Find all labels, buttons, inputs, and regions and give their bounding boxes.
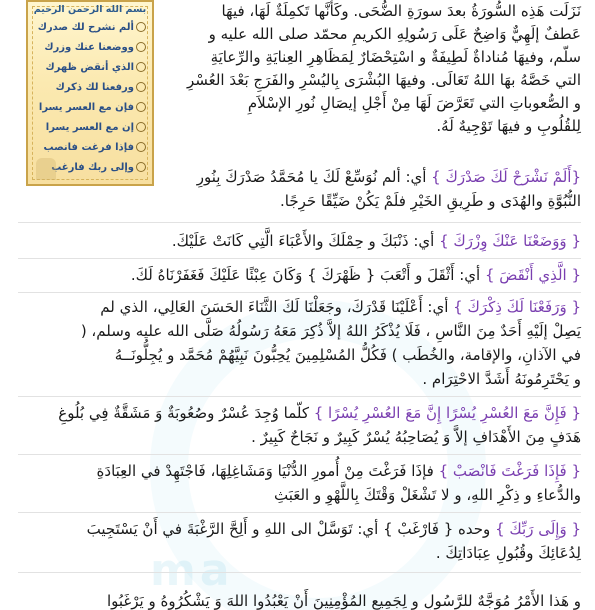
verse-highlight: { وَرَفَعْنَا لَكَ ذِكْرَكَ } [453, 298, 581, 316]
tafsir-line: والدُّعاءِ و ذِكْرِ اللهِ، و لا تَشْغَلْ وَقْتَكَ بِاللَّهْوِ و العَبَثِ [274, 486, 581, 504]
tafsir-line: و يَحْتَرِمُونَهُ أَشَدَّ الاحْتِرَام . [422, 370, 581, 388]
poster-verse: إن مع العسر يسرا [46, 122, 146, 133]
intro-line: لِلقُلُوبِ و فيهَا تَوْجِيهٌ لَهُ. [436, 117, 581, 135]
section-divider [18, 512, 581, 513]
poster-verse: ألم نشرح لك صدرك [38, 22, 146, 33]
intro-line: نَزَلَت هَذِه السُّورَةُ بعدَ سورَةِ الضُّحَى. وكَأنَّها تَكمِلَةٌ لَهَا، فيهَا [221, 2, 581, 20]
section-divider [18, 258, 581, 259]
tafsir-line: لِدُعَائِكَ وقُبُولِ عِبَادَاتِكَ . [435, 544, 581, 562]
tafsir-line: {أَلَمْ نَشْرَحْ لَكَ صَدْرَكَ } أي: ألم نُوَسِّعْ لَكَ يا مُحَمَّدُ صَدْرَكَ بِنُورِ [196, 168, 581, 186]
verse-highlight: { وَوَضَعْنَا عَنْكَ وِزْرَكَ } [439, 232, 581, 250]
section-divider [18, 292, 581, 293]
tafsir-line: { وَوَضَعْنَا عَنْكَ وِزْرَكَ } أي: ذَنْبَكَ و حِمْلَكَ والأَعْبَاءَ الَّتِي كَانَتْ عَلَيْكَ. [171, 232, 581, 250]
verse-highlight: {أَلَمْ نَشْرَحْ لَكَ صَدْرَكَ } [431, 168, 581, 186]
verse-highlight: { الَّذِي أَنْقَضَ } [484, 266, 581, 284]
intro-line: التي خَصَّهُ بهَا اللهُ تَعَالَى. وفيهَا البُشْرَى بِاليُسْرِ والفَرَجِ بَعْدَ العُسْرِ [186, 71, 581, 89]
intro-line: عَطفٌ إلَهِيٌّ وَاضِحٌ عَلَى رَسُولِهِ الكريمِ محمّد صلى الله عليه و [208, 25, 581, 43]
intro-line: سلّم، وفيهَا مُناداةٌ لَطِيفَةٌ و اسْتِحْضَارٌ لِمَظَاهِرِ العِنايَةِ والرِّعايَةِ [210, 48, 581, 66]
poster-verse: فإذا فرغت فانصب [43, 142, 146, 153]
tafsir-line: النُّبُوَّةِ والهُدَى و طَرِيقِ الخَيْرِ فلَمْ يَكُنْ ضَيِّقًا حَرِجًا. [280, 192, 581, 210]
tafsir-line: هَدَفٍ مِنَ الأَهْدَافِ إلاَّ وَ يُصَاحِبُهُ يُسْرٌ كَبِيرٌ و نَجَاحٌ كَبِيرٌ . [251, 428, 581, 446]
poster-verse: الذي أنقض ظهرك [45, 62, 146, 73]
verse-highlight: { فَإِنَّ مَعَ العُسْرِ يُسْرًا إِنَّ مَعَ العُسْرِ يُسْرًا } [313, 404, 581, 422]
tafsir-line: في الآذانِ، والإقامة، والخُطَب ) فَكُلُّ المُسْلِمِينَ يُحِبُّونَ نَبِيَّهُمْ مُحَمَّد و يُجِلُّونَــهُ [114, 346, 581, 364]
tafsir-line: { فَإِنَّ مَعَ العُسْرِ يُسْرًا إِنَّ مَعَ العُسْرِ يُسْرًا } كلّما وُجِدَ عُسْرٌ وصُعُوبَةٌ وَ مَشَقَّةٌ فِي بُلُوغِ [58, 404, 581, 422]
tafsir-line: { وَرَفَعْنَا لَكَ ذِكْرَكَ } أي: أَعْلَيْنَا قَدْرَكَ، وجَعَلْنَا لَكَ الثَّنَاءَ الحَسَنَ العَالِي، الذي لم [100, 298, 581, 316]
watermark: ma [150, 545, 234, 596]
poster-basmala: بسم الله الرحمن الرحيم [33, 4, 147, 15]
poster-verse: ووضعنا عنك وزرك [44, 42, 146, 53]
tafsir-line: { فَإِذَا فَرَغْتَ فَانْصَبْ } فإذَا فَرَغْتَ مِنْ أُمورِ الدُّنْيَا وَمَشَاغِلِهَا، فَاجْتَهِدْ في العِبَادَةِ [96, 462, 581, 480]
section-divider [18, 454, 581, 455]
poster-verse: وإلى ربك فارغب [51, 162, 146, 173]
tafsir-line: { وَإِلَى رَبِّكَ } وحده { فَارْغَبْ } أي: تَوَسَّلْ الى اللهِ و أَلِحَّ الرَّغْبَةَ في أَنْ يَسْتَجِيبَ [86, 520, 581, 538]
surah-poster-image [26, 0, 154, 186]
poster-verse: ورفعنا لك ذكرك [56, 82, 146, 93]
section-divider [18, 572, 581, 573]
tafsir-line: و هَذا الأَمْرُ مُوَجَّهٌ للرَّسُولِ و لِجَمِيعِ المُؤْمِنِينَ أَنْ يَعْبُدُوا اللهَ وَ يَشْكُرُوهُ و يَرْغَبُوا [106, 592, 581, 610]
tafsir-line: { الَّذِي أَنْقَضَ } أي: أَثْقَلَ و أَتْعَبَ { ظَهْرَكَ } وَكَانَ عِبْئًا عَلَيْكَ فَغَفَرْنَاهُ لَكَ. [130, 266, 581, 284]
section-divider [18, 222, 581, 223]
verse-highlight: { وَإِلَى رَبِّكَ } [495, 520, 581, 538]
intro-line: و الصُّعوباتِ التي تَعَرَّضَ لَهَا مِنْ أَجْلِ إيصَالِ نُورِ الإسْلاَمِ [247, 94, 581, 112]
tafsir-line: يَصِلْ إلَيْهِ أَحَدٌ مِنَ النَّاسِ ، فَلَا يُذْكَرُ اللهُ إلاَّ ذُكِرَ مَعَهُ رَسُولُهُ صَلَّى الله عليه وسلم، ( [80, 322, 581, 340]
section-divider [18, 396, 581, 397]
verse-highlight: { فَإِذَا فَرَغْتَ فَانْصَبْ } [438, 462, 581, 480]
poster-mosque-decoration [36, 158, 56, 180]
poster-verse: فإن مع العسر يسرا [39, 102, 146, 113]
